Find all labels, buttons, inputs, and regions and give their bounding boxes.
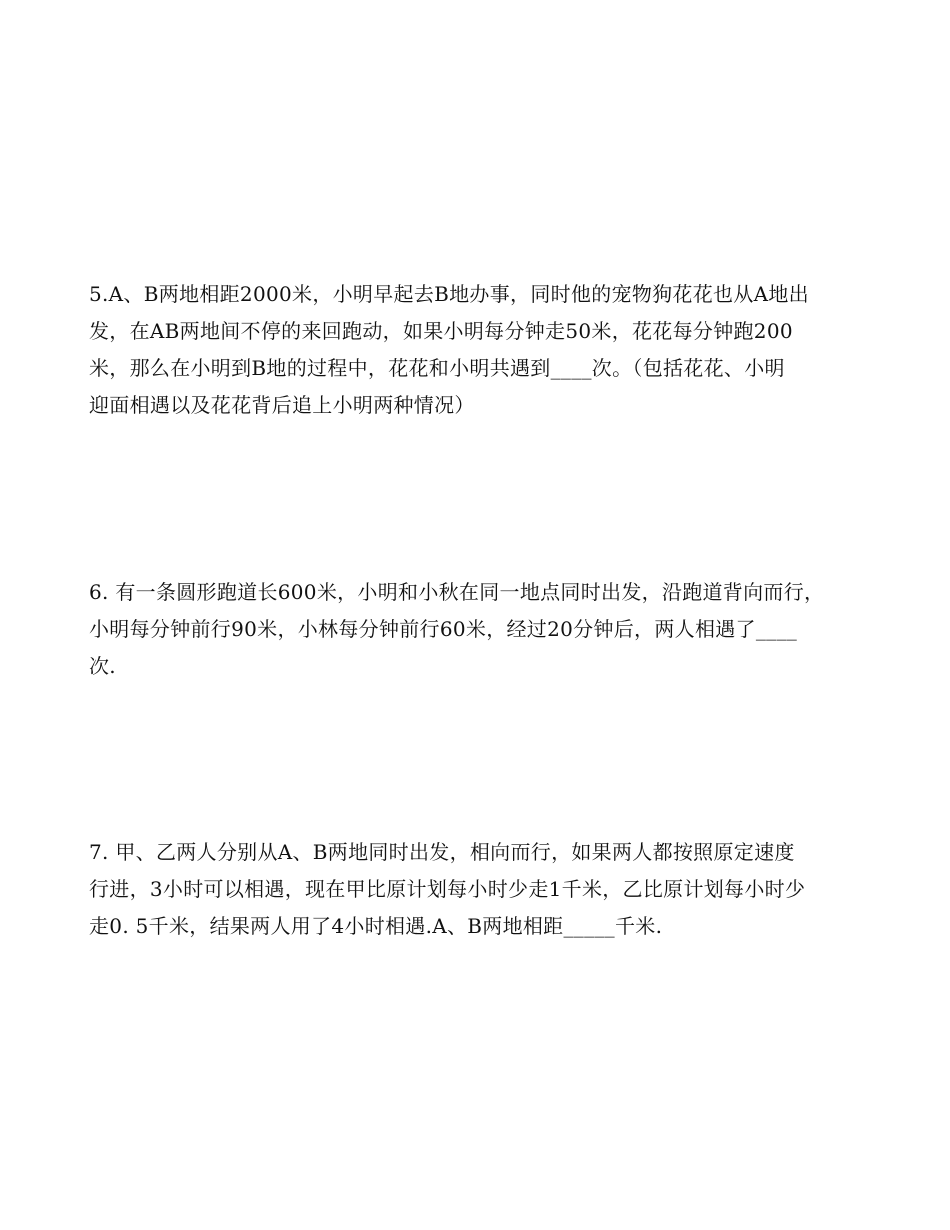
problem-5-line-1: 5.A、B两地相距2000米，小明早起去B地办事，同时他的宠物狗花花也从A地出 (89, 282, 809, 306)
problem-5 (89, 276, 879, 424)
problem-5-line-3: 米，那么在小明到B地的过程中，花花和小明共遇到____次。（包括花花、小明 (89, 356, 785, 380)
problem-6-line-3: 次. (89, 654, 116, 678)
problem-7-line-1: 7. 甲、乙两人分别从A、B两地同时出发，相向而行，如果两人都按照原定速度 (89, 840, 795, 864)
problem-6-line-1: 6. 有一条圆形跑道长600米，小明和小秋在同一地点同时出发，沿跑道背向而行， (89, 580, 825, 604)
problem-7-line-2: 行进，3小时可以相遇，现在甲比原计划每小时少走1千米，乙比原计划每小时少 (89, 877, 806, 901)
problem-7-line-3: 走0. 5千米，结果两人用了4小时相遇.A、B两地相距_____千米. (89, 914, 663, 938)
problem-7 (89, 834, 879, 945)
problem-6 (89, 574, 879, 685)
problem-5-line-4: 迎面相遇以及花花背后追上小明两种情况） (89, 393, 475, 417)
problem-6-line-2: 小明每分钟前行90米，小林每分钟前行60米，经过20分钟后，两人相遇了____ (89, 617, 798, 641)
problem-5-line-2: 发，在AB两地间不停的来回跑动，如果小明每分钟走50米，花花每分钟跑200 (89, 319, 793, 343)
